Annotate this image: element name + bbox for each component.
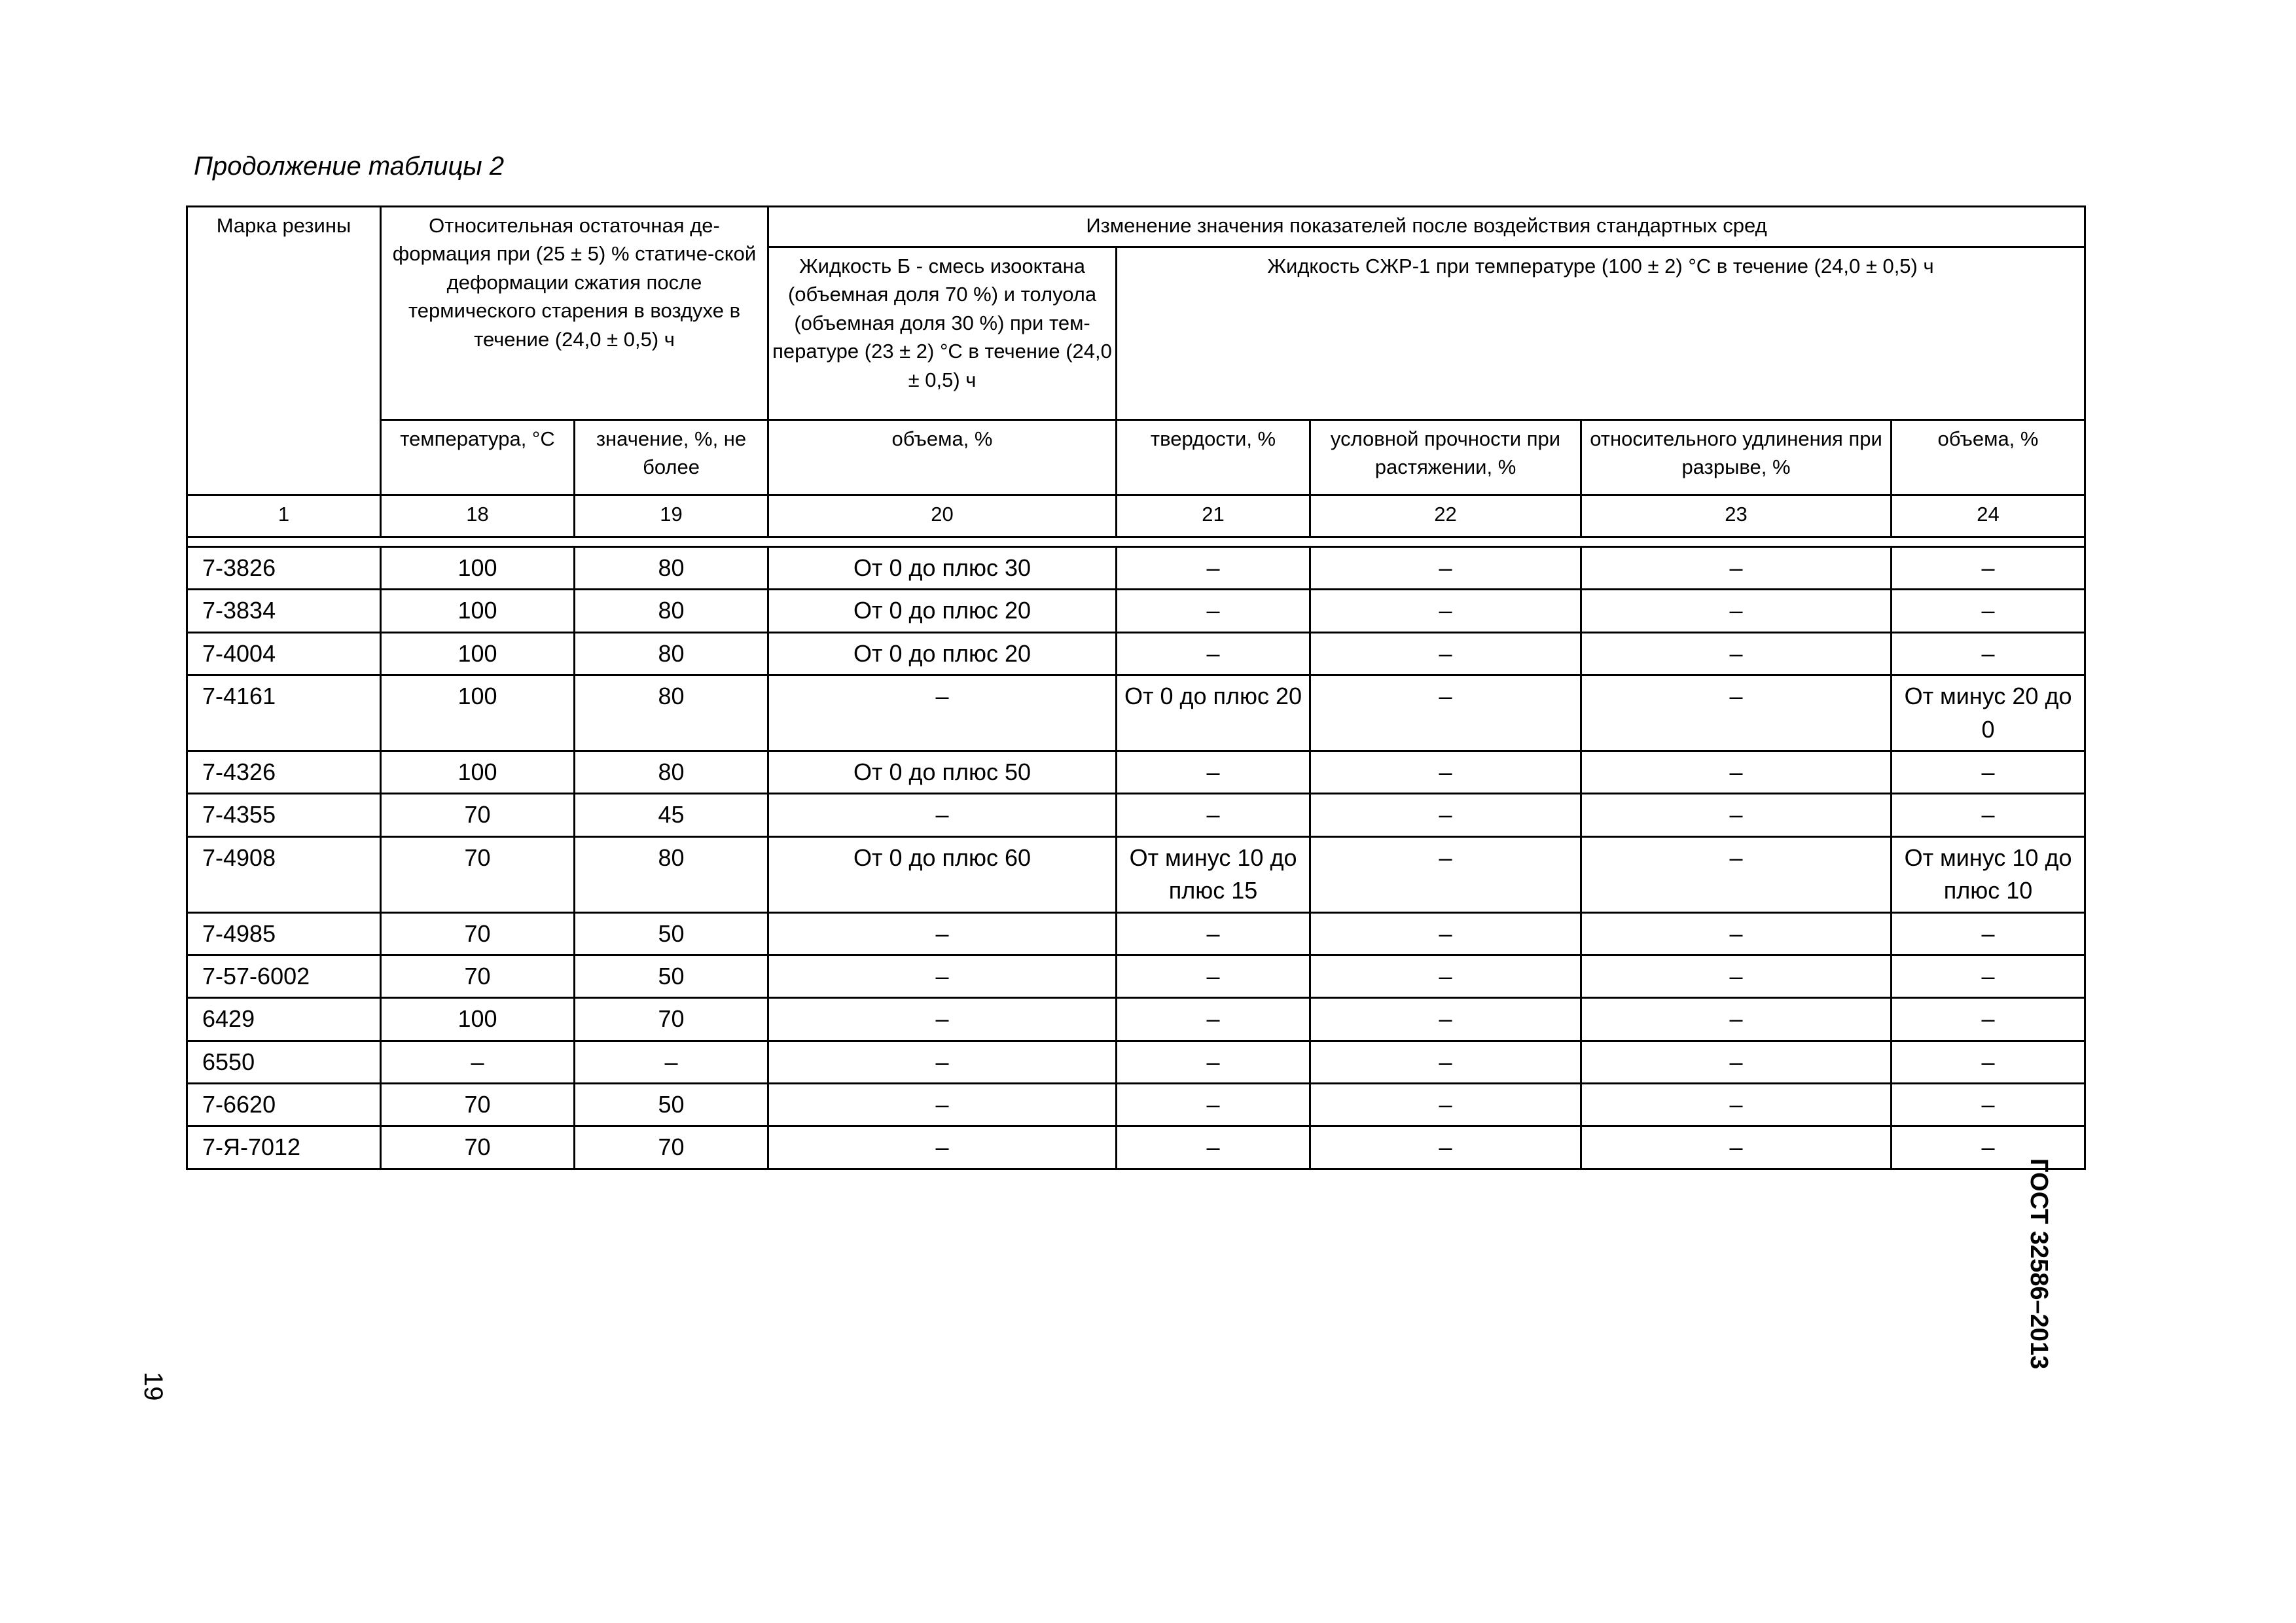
cell-temperature: 100 xyxy=(381,547,575,590)
cell-fluid-b-volume: От 0 до плюс 30 xyxy=(768,547,1117,590)
cell-hardness: – xyxy=(1117,632,1310,675)
cell-hardness: – xyxy=(1117,955,1310,997)
cell-elongation: – xyxy=(1581,1041,1892,1083)
header-volume-b: объема, % xyxy=(768,420,1117,495)
rubber-properties-table xyxy=(186,205,2086,1170)
column-number: 1 xyxy=(187,495,381,537)
cell-hardness: От минус 10 до плюс 15 xyxy=(1117,836,1310,912)
cell-fluid-b-volume: – xyxy=(768,1126,1117,1169)
column-number: 20 xyxy=(768,495,1117,537)
column-number-row xyxy=(187,495,2085,537)
cell-brand: 6429 xyxy=(187,998,381,1041)
cell-fluid-b-volume: – xyxy=(768,912,1117,955)
cell-elongation: – xyxy=(1581,836,1892,912)
cell-volume: – xyxy=(1892,751,2085,793)
cell-hardness: – xyxy=(1117,590,1310,632)
table-row xyxy=(187,998,2085,1041)
document-code: ГОСТ 32586–2013 xyxy=(2025,1158,2053,1370)
cell-elongation: – xyxy=(1581,1126,1892,1169)
cell-volume: – xyxy=(1892,547,2085,590)
cell-elongation: – xyxy=(1581,794,1892,836)
cell-volume: – xyxy=(1892,998,2085,1041)
cell-fluid-b-volume: От 0 до плюс 60 xyxy=(768,836,1117,912)
cell-tensile: – xyxy=(1310,998,1581,1041)
header-separator xyxy=(187,537,2085,547)
cell-value: 70 xyxy=(575,1126,768,1169)
cell-tensile: – xyxy=(1310,1084,1581,1126)
cell-elongation: – xyxy=(1581,912,1892,955)
cell-volume: От минус 20 до 0 xyxy=(1892,675,2085,751)
cell-brand: 7-6620 xyxy=(187,1084,381,1126)
cell-tensile: – xyxy=(1310,675,1581,751)
cell-tensile: – xyxy=(1310,1041,1581,1083)
column-number: 21 xyxy=(1117,495,1310,537)
cell-hardness: – xyxy=(1117,794,1310,836)
cell-elongation: – xyxy=(1581,955,1892,997)
table-caption: Продолжение таблицы 2 xyxy=(194,152,505,181)
cell-tensile: – xyxy=(1310,632,1581,675)
cell-temperature: 100 xyxy=(381,590,575,632)
cell-tensile: – xyxy=(1310,590,1581,632)
column-number: 24 xyxy=(1892,495,2085,537)
table-row xyxy=(187,1084,2085,1126)
header-change-group: Изменение значения показателей после воздействия стандартных сред xyxy=(768,207,2085,247)
table-row xyxy=(187,912,2085,955)
cell-fluid-b-volume: – xyxy=(768,1041,1117,1083)
cell-volume: – xyxy=(1892,590,2085,632)
cell-tensile: – xyxy=(1310,912,1581,955)
cell-tensile: – xyxy=(1310,836,1581,912)
cell-temperature: 100 xyxy=(381,675,575,751)
cell-elongation: – xyxy=(1581,632,1892,675)
cell-tensile: – xyxy=(1310,547,1581,590)
cell-temperature: – xyxy=(381,1041,575,1083)
header-hardness: твердости, % xyxy=(1117,420,1310,495)
cell-tensile: – xyxy=(1310,751,1581,793)
cell-value: 80 xyxy=(575,675,768,751)
cell-brand: 7-4004 xyxy=(187,632,381,675)
cell-hardness: – xyxy=(1117,1041,1310,1083)
header-compression-group: Относительная остаточная де-формация при (25 ± 5) % статиче-ской деформации сжатия после термического старения в воздухе в течение (24,0 ± 0,5) ч xyxy=(381,207,768,420)
header-brand: Марка резины xyxy=(187,207,381,495)
cell-volume: – xyxy=(1892,1084,2085,1126)
cell-brand: 7-4161 xyxy=(187,675,381,751)
cell-tensile: – xyxy=(1310,794,1581,836)
cell-temperature: 100 xyxy=(381,998,575,1041)
cell-brand: 6550 xyxy=(187,1041,381,1083)
cell-elongation: – xyxy=(1581,998,1892,1041)
cell-value: 50 xyxy=(575,1084,768,1126)
header-row xyxy=(187,420,2085,495)
cell-fluid-b-volume: От 0 до плюс 50 xyxy=(768,751,1117,793)
cell-elongation: – xyxy=(1581,590,1892,632)
cell-brand: 7-Я-7012 xyxy=(187,1126,381,1169)
table-row xyxy=(187,547,2085,590)
cell-fluid-b-volume: – xyxy=(768,955,1117,997)
cell-hardness: – xyxy=(1117,547,1310,590)
cell-fluid-b-volume: От 0 до плюс 20 xyxy=(768,632,1117,675)
column-number: 18 xyxy=(381,495,575,537)
cell-elongation: – xyxy=(1581,547,1892,590)
table-row xyxy=(187,590,2085,632)
cell-volume: – xyxy=(1892,632,2085,675)
page-number: 19 xyxy=(139,1372,168,1401)
cell-value: 70 xyxy=(575,998,768,1041)
table-row xyxy=(187,751,2085,793)
cell-fluid-b-volume: – xyxy=(768,675,1117,751)
cell-temperature: 100 xyxy=(381,632,575,675)
column-number: 19 xyxy=(575,495,768,537)
cell-elongation: – xyxy=(1581,675,1892,751)
table-row xyxy=(187,794,2085,836)
cell-volume: – xyxy=(1892,794,2085,836)
cell-hardness: – xyxy=(1117,912,1310,955)
cell-brand: 7-4908 xyxy=(187,836,381,912)
cell-temperature: 70 xyxy=(381,912,575,955)
cell-temperature: 70 xyxy=(381,955,575,997)
cell-volume: – xyxy=(1892,1041,2085,1083)
header-volume-szhr: объема, % xyxy=(1892,420,2085,495)
header-temperature: температура, °С xyxy=(381,420,575,495)
cell-brand: 7-4985 xyxy=(187,912,381,955)
separator-line xyxy=(187,537,2085,547)
table-body xyxy=(187,547,2085,1169)
cell-value: 80 xyxy=(575,547,768,590)
cell-elongation: – xyxy=(1581,1084,1892,1126)
cell-value: 80 xyxy=(575,590,768,632)
cell-value: 80 xyxy=(575,836,768,912)
cell-tensile: – xyxy=(1310,1126,1581,1169)
cell-hardness: – xyxy=(1117,1126,1310,1169)
table-row xyxy=(187,1126,2085,1169)
cell-temperature: 70 xyxy=(381,794,575,836)
cell-temperature: 70 xyxy=(381,1084,575,1126)
header-elongation: относительного удлинения при разрыве, % xyxy=(1581,420,1892,495)
table-row xyxy=(187,675,2085,751)
cell-volume: – xyxy=(1892,1126,2085,1169)
header-fluid-szhr: Жидкость СЖР-1 при температуре (100 ± 2) °С в течение (24,0 ± 0,5) ч xyxy=(1117,247,2085,420)
cell-brand: 7-57-6002 xyxy=(187,955,381,997)
column-number: 23 xyxy=(1581,495,1892,537)
cell-hardness: От 0 до плюс 20 xyxy=(1117,675,1310,751)
cell-fluid-b-volume: – xyxy=(768,1084,1117,1126)
table-row xyxy=(187,632,2085,675)
cell-brand: 7-4355 xyxy=(187,794,381,836)
table-row xyxy=(187,1041,2085,1083)
cell-temperature: 100 xyxy=(381,751,575,793)
header-value-max: значение, %, не более xyxy=(575,420,768,495)
header-fluid-b: Жидкость Б - смесь изооктана (объемная доля 70 %) и толуола (объемная доля 30 %) при тем-пературе (23 ± 2) °С в течение (24,0 ± 0,5) ч xyxy=(768,247,1117,420)
cell-brand: 7-3834 xyxy=(187,590,381,632)
cell-value: 50 xyxy=(575,912,768,955)
cell-fluid-b-volume: – xyxy=(768,998,1117,1041)
cell-temperature: 70 xyxy=(381,1126,575,1169)
cell-value: 80 xyxy=(575,751,768,793)
cell-temperature: 70 xyxy=(381,836,575,912)
table-row xyxy=(187,955,2085,997)
table-row xyxy=(187,836,2085,912)
cell-value: 45 xyxy=(575,794,768,836)
cell-hardness: – xyxy=(1117,1084,1310,1126)
header-row xyxy=(187,207,2085,247)
cell-fluid-b-volume: – xyxy=(768,794,1117,836)
cell-brand: 7-4326 xyxy=(187,751,381,793)
cell-tensile: – xyxy=(1310,955,1581,997)
cell-hardness: – xyxy=(1117,751,1310,793)
cell-brand: 7-3826 xyxy=(187,547,381,590)
cell-value: – xyxy=(575,1041,768,1083)
cell-elongation: – xyxy=(1581,751,1892,793)
column-number: 22 xyxy=(1310,495,1581,537)
cell-hardness: – xyxy=(1117,998,1310,1041)
cell-volume: От минус 10 до плюс 10 xyxy=(1892,836,2085,912)
header-tensile: условной прочности при растяжении, % xyxy=(1310,420,1581,495)
cell-value: 80 xyxy=(575,632,768,675)
cell-value: 50 xyxy=(575,955,768,997)
cell-volume: – xyxy=(1892,912,2085,955)
cell-fluid-b-volume: От 0 до плюс 20 xyxy=(768,590,1117,632)
cell-volume: – xyxy=(1892,955,2085,997)
